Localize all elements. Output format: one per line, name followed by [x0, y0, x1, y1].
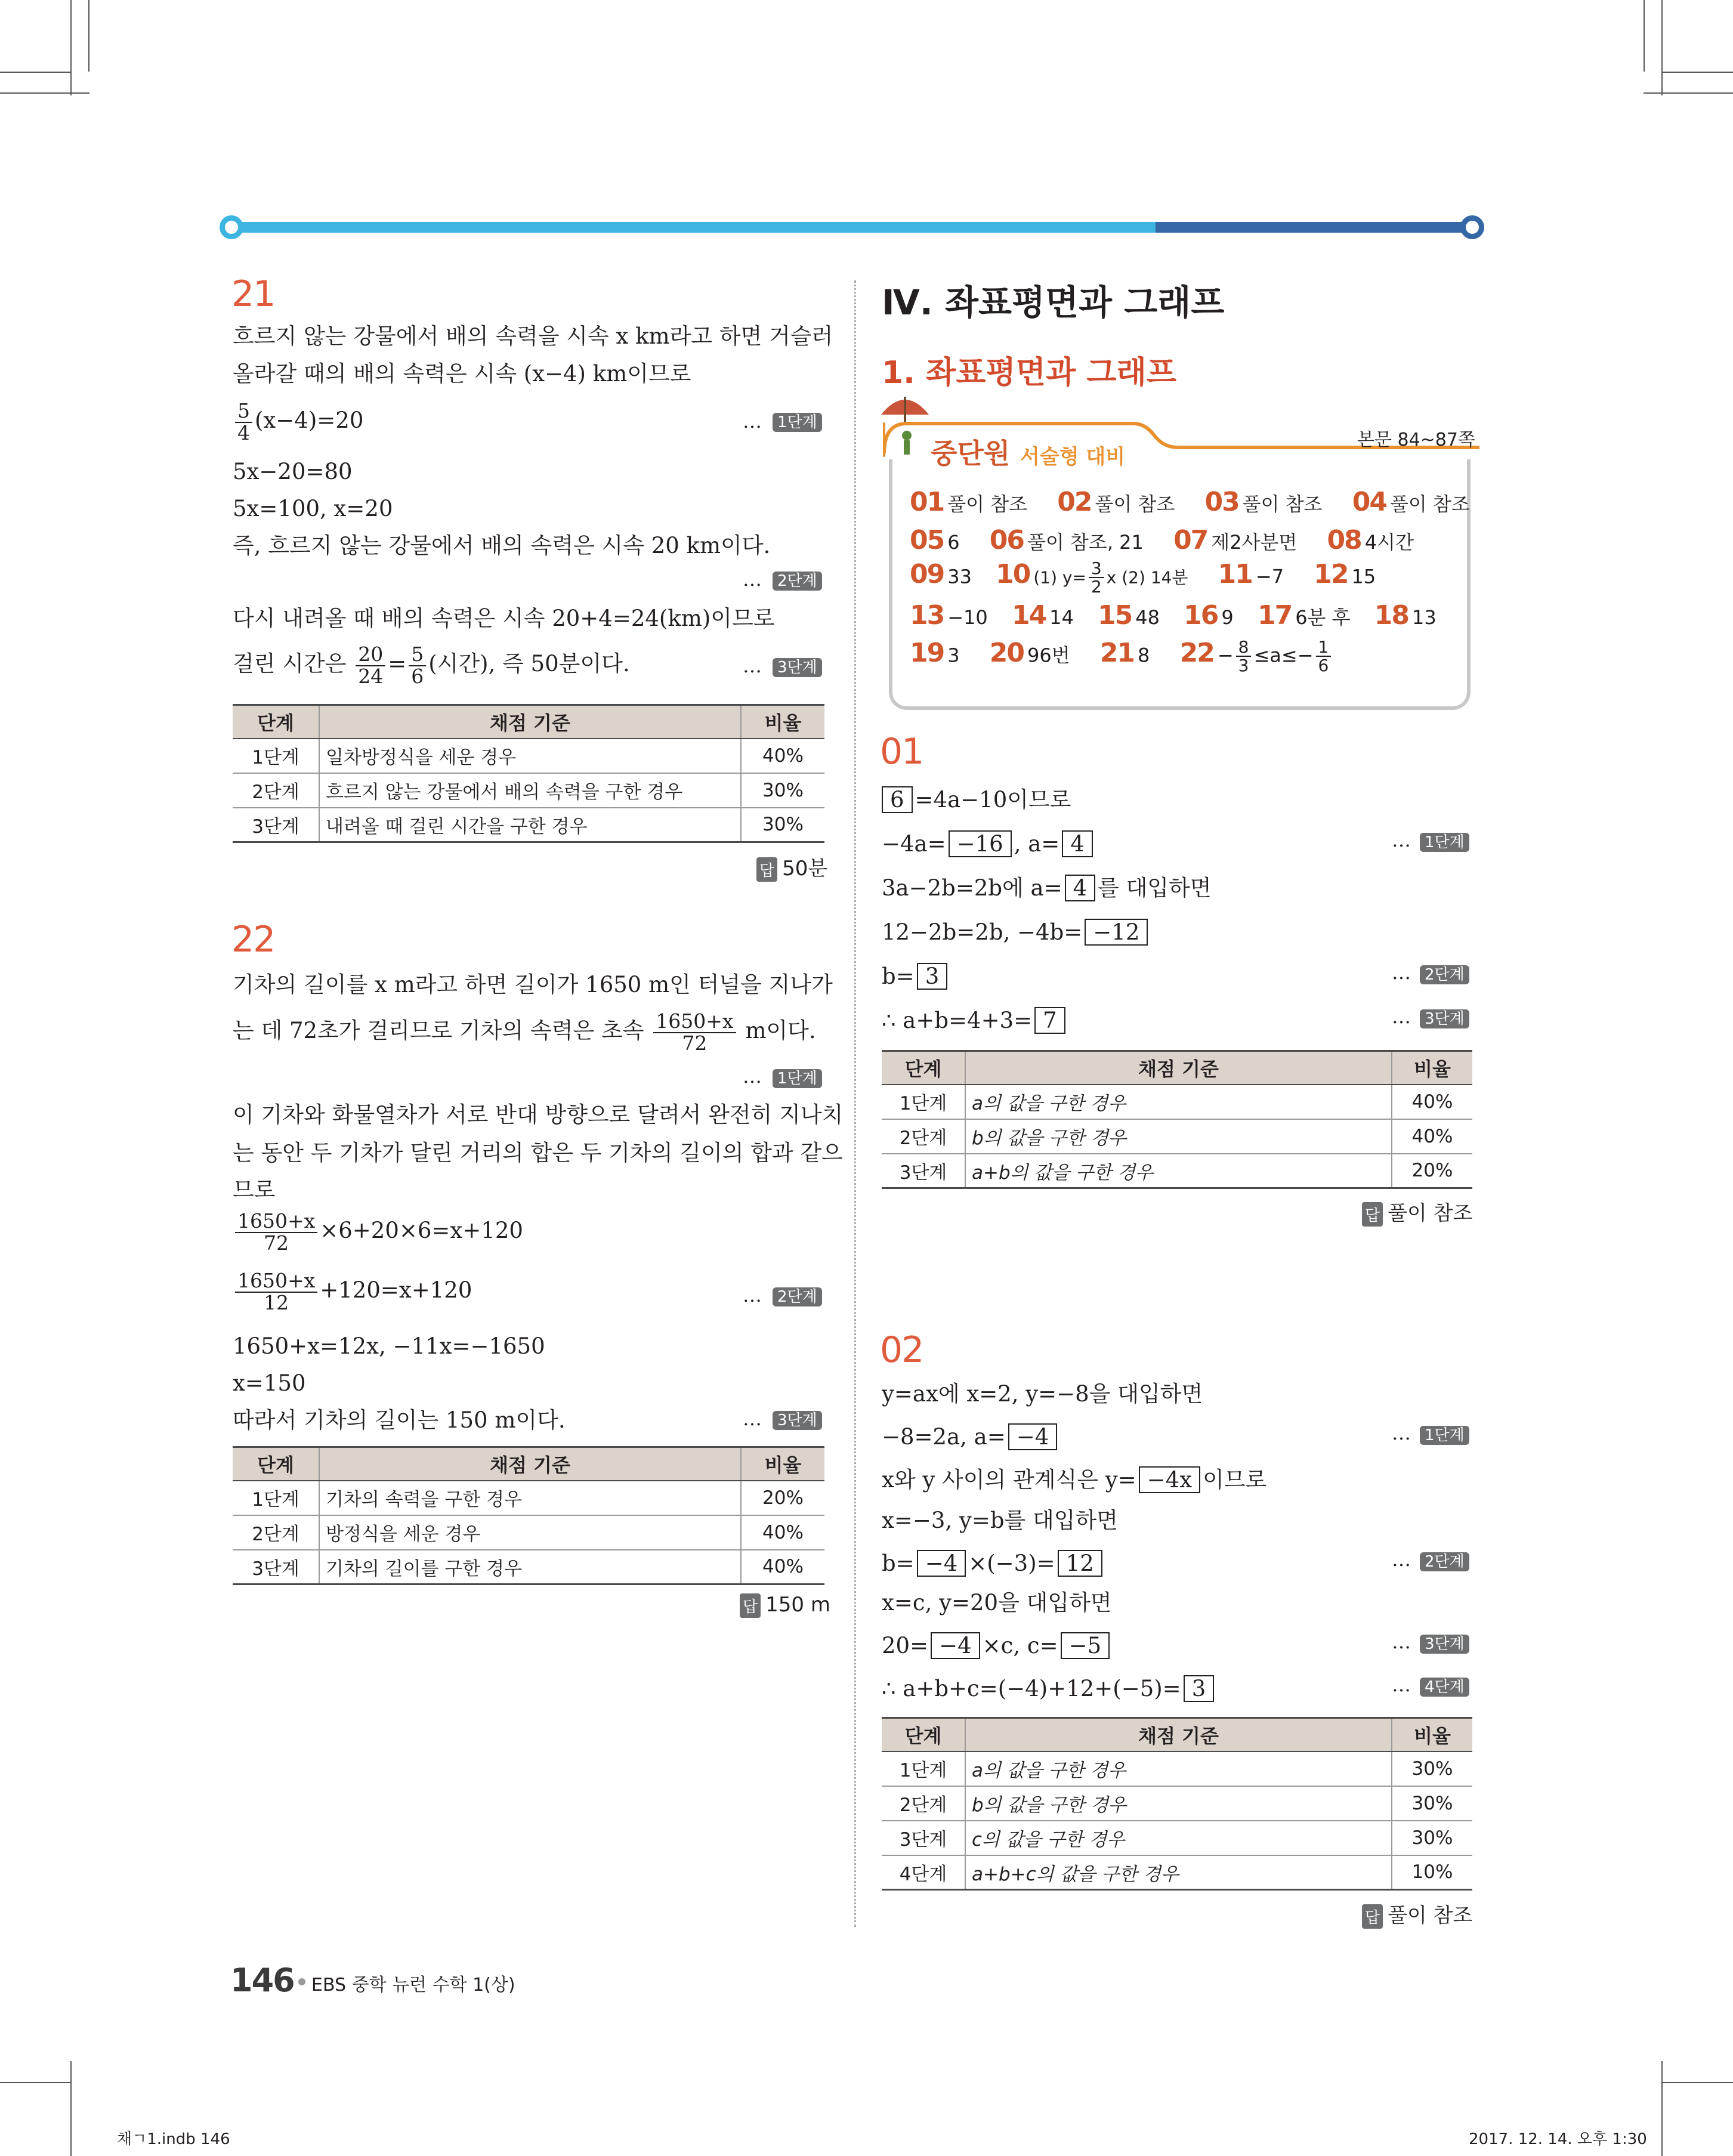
summary-row: 09 33 10 (1) y= $\frac{3}{2}$ x (2) 14분 11 −7 12 15 — [910, 558, 1376, 597]
crop-mark — [0, 72, 72, 73]
step-badge: 1단계 — [773, 413, 822, 432]
equation: $\frac{5}{4}$ (x−4)=20 — [233, 401, 363, 443]
crop-mark — [1661, 2061, 1663, 2156]
summary-subtitle: 서술형 대비 — [1020, 445, 1126, 469]
header-bar-cap-left — [220, 215, 243, 239]
problem-number: 01 — [880, 731, 923, 773]
grading-table: 단계 채점 기준 비율 1단계 a의 값을 구한 경우 40% 2단계 b의 값을 구한 경우 40% 3단계 a+b의 값을 구한 경우 20% — [882, 1050, 1472, 1189]
summary-row: 13 −10 14 14 15 48 16 9 17 6분 후 18 13 — [910, 600, 1437, 631]
step-badge: 2단계 — [1420, 965, 1469, 984]
equation: 3a−2b=2b에 a= 4 를 대입하면 — [882, 875, 1212, 901]
print-date: 2017. 12. 14. 오후 1:30 — [1469, 2130, 1647, 2148]
crop-mark — [1661, 72, 1733, 73]
problem-number: 02 — [880, 1329, 923, 1371]
bullet-icon — [298, 1978, 305, 1985]
page-reference: 본문 84~87쪽 — [1357, 430, 1475, 450]
step-badge: 1단계 — [773, 1069, 822, 1088]
equation: b= −4 ×(−3)= 12 — [882, 1550, 1105, 1577]
equation: b= 3 — [882, 963, 950, 990]
equation: y=ax에 x=2, y=−8을 대입하면 — [882, 1381, 1203, 1407]
text-line: 따라서 기차의 길이는 150 m이다. — [233, 1407, 566, 1433]
text-line: 걸린 시간은 $\frac{20}{24}$ = $\frac{5}{6}$ (시간), 즉 50분이다. — [233, 643, 630, 688]
crop-mark — [70, 2061, 72, 2156]
answer: 답 150 m — [740, 1593, 830, 1618]
equation: 12−2b=2b, −4b= −12 — [882, 919, 1150, 946]
crop-mark — [1644, 92, 1733, 94]
equation: −4a= −16 , a= 4 — [882, 830, 1095, 857]
text-line: 이 기차와 화물열차가 서로 반대 방향으로 달려서 완전히 지나치 — [233, 1102, 844, 1128]
step-badge: 1단계 — [1420, 1426, 1469, 1445]
step-badge: 3단계 — [1420, 1009, 1469, 1028]
text-line: 즉, 흐르지 않는 강물에서 배의 속력은 시속 20 km이다. — [233, 533, 771, 558]
equation: 6 =4a−10이므로 — [882, 786, 1071, 813]
step-badge: 3단계 — [1420, 1635, 1469, 1654]
step-badge: 3단계 — [773, 1411, 822, 1430]
crop-mark — [1661, 2082, 1733, 2083]
equation: $\frac{1650+x}{72}$ ×6+20×6=x+120 — [233, 1211, 523, 1253]
crop-mark — [0, 2082, 72, 2083]
step-badge: 2단계 — [773, 572, 822, 591]
grading-table: 단계 채점 기준 비율 1단계 기차의 속력을 구한 경우 20% 2단계 방정식을 세운 경우 40% 3단계 기차의 길이를 구한 경우 40% — [233, 1446, 824, 1585]
equation: ∴ a+b=4+3= 7 — [882, 1007, 1068, 1034]
question-number: 22 — [231, 919, 275, 960]
summary-row: 05 6 06 풀이 참조, 21 07 제2사분면 08 4시간 — [910, 525, 1414, 555]
text-line: 는 데 72초가 걸리므로 기차의 속력은 초속 $\frac{1650+x}{72}$ m이다. — [233, 1009, 816, 1055]
column-divider — [854, 280, 856, 1927]
summary-row: 19 3 20 96번 21 8 22 − $\frac{8}{3}$ ≤a≤− $\frac{1}{6}$ — [910, 638, 1333, 675]
crop-mark — [1661, 0, 1663, 95]
step-badge: 4단계 — [1420, 1678, 1469, 1697]
text-line: 는 동안 두 기차가 달린 거리의 합은 두 기차의 길이의 합과 같으 — [233, 1140, 843, 1166]
step-badge: 2단계 — [773, 1287, 822, 1306]
text-line: 흐르지 않는 강물에서 배의 속력을 시속 x km라고 하면 거슬러 — [233, 323, 833, 349]
equation: ∴ a+b+c=(−4)+12+(−5)= 3 — [882, 1675, 1216, 1702]
equation: $\frac{1650+x}{12}$ +120=x+120 — [233, 1271, 472, 1313]
step-badge: 1단계 — [1420, 833, 1469, 852]
step-badge: 2단계 — [1420, 1552, 1469, 1571]
mascot-icon — [895, 430, 919, 459]
section-title: 1. 좌표평면과 그래프 — [882, 355, 1176, 391]
equation: −8=2a, a= −4 — [882, 1423, 1059, 1450]
text-line: 므로 — [233, 1177, 276, 1203]
summary-row: 01 풀이 참조 02 풀이 참조 03 풀이 참조 04 풀이 참조 — [910, 487, 1470, 517]
crop-mark — [70, 0, 72, 95]
equation: 5x=100, x=20 — [233, 496, 393, 521]
text-line: 기차의 길이를 x m라고 하면 길이가 1650 m인 터널을 지나가 — [233, 972, 833, 997]
chapter-title: Ⅳ. 좌표평면과 그래프 — [882, 282, 1225, 323]
equation: 5x−20=80 — [233, 459, 353, 484]
answer: 답 풀이 참조 — [1362, 1899, 1472, 1929]
summary-title: 중단원 — [931, 437, 1011, 469]
header-bar-cap-right — [1460, 215, 1484, 239]
step-badge: 3단계 — [773, 658, 822, 677]
equation: x=150 — [233, 1370, 306, 1396]
equation: x=c, y=20을 대입하면 — [882, 1590, 1112, 1616]
equation: 20= −4 ×c, c= −5 — [882, 1632, 1112, 1659]
text-line: 다시 내려올 때 배의 속력은 시속 20+4=24(km)이므로 — [233, 606, 775, 631]
text-line: 올라갈 때의 배의 속력은 시속 (x−4) km이므로 — [233, 361, 691, 387]
equation: x와 y 사이의 관계식은 y= −4x 이므로 — [882, 1467, 1267, 1493]
book-title: EBS 중학 뉴런 수학 1(상) — [311, 1975, 515, 1996]
crop-mark — [88, 0, 89, 72]
grading-table: 단계 채점 기준 비율 1단계 일차방정식을 세운 경우 40% 2단계 흐르지 않는 강물에서 배의 속력을 구한 경우 30% 3단계 내려올 때 걸린 시간을 구한 경우 30% — [233, 704, 824, 843]
file-name: 채ㄱ1.indb 146 — [117, 2130, 230, 2148]
header-bar — [227, 222, 1482, 233]
equation: x=−3, y=b를 대입하면 — [882, 1508, 1118, 1533]
question-number: 21 — [231, 273, 275, 315]
page-number: 146 — [230, 1962, 294, 1999]
equation: 1650+x=12x, −11x=−1650 — [233, 1333, 545, 1359]
crop-mark — [1644, 0, 1645, 72]
answer: 답 50분 — [756, 852, 827, 882]
crop-mark — [0, 92, 89, 94]
grading-table: 단계 채점 기준 비율 1단계 a의 값을 구한 경우 30% 2단계 b의 값을 구한 경우 30% 3단계 c의 값을 구한 경우 30% 4단계 a+b+c의 값을 구한 경우 10% — [882, 1717, 1472, 1891]
answer: 답 풀이 참조 — [1362, 1197, 1472, 1227]
